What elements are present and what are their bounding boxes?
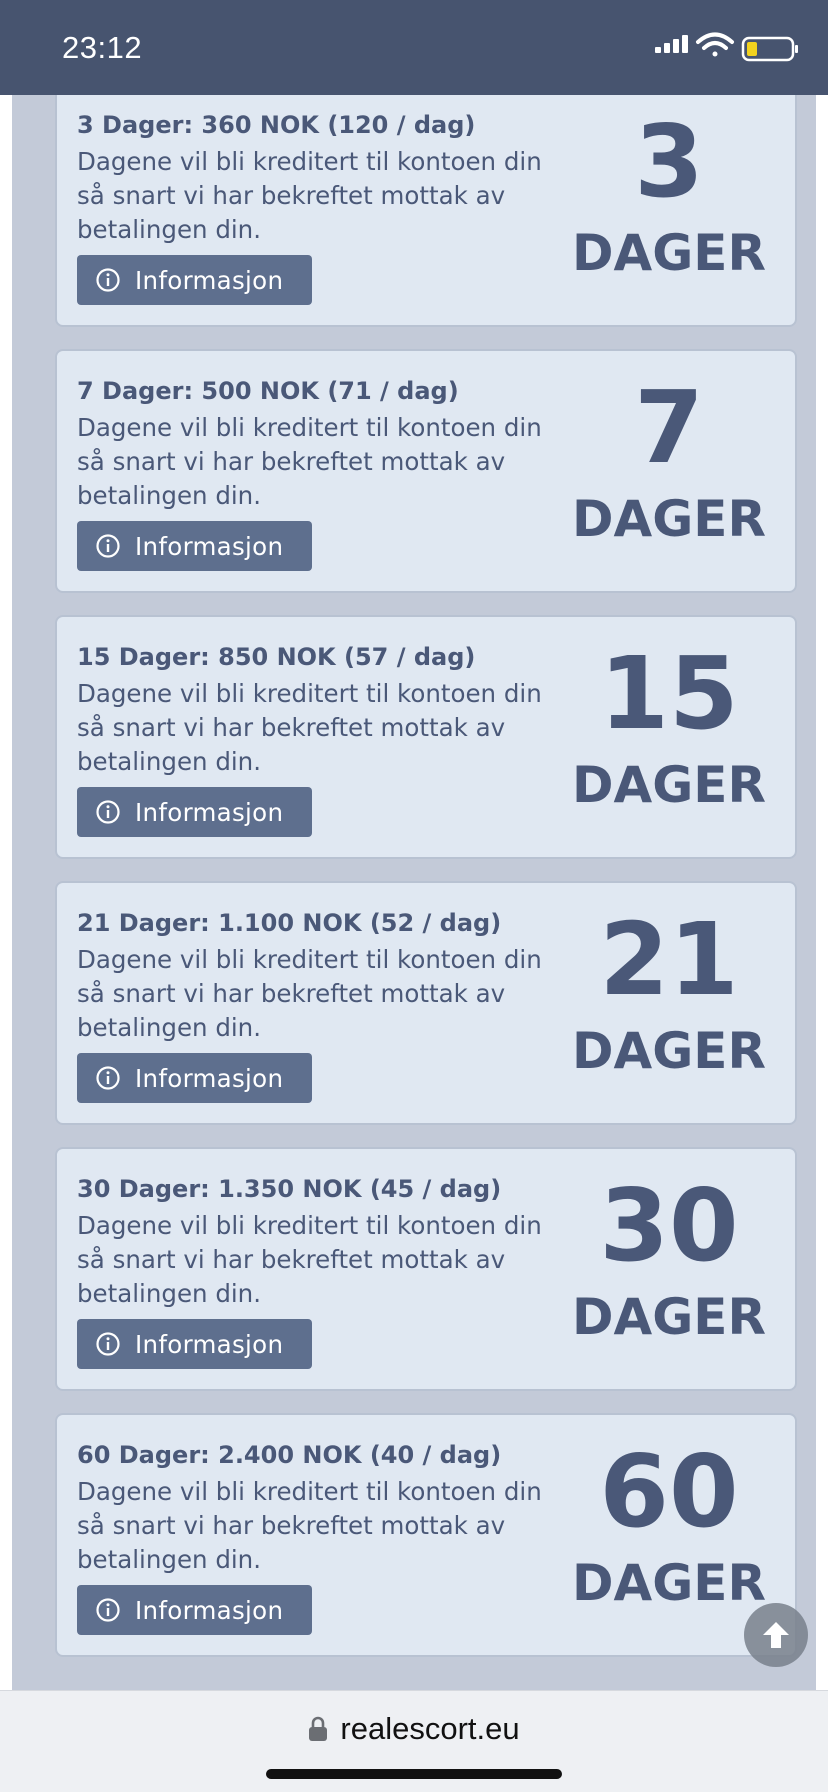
- package-description: Dagene vil bli kreditert til kontoen din så snart vi har bekreftet mottak av betalingen din.: [77, 1477, 542, 1574]
- wifi-icon: [698, 35, 732, 57]
- package-title: 60 Dager: 2.400 NOK (40 / dag): [77, 1441, 502, 1469]
- page-gutter-left: [0, 95, 12, 1690]
- days-unit: DAGER: [572, 1022, 766, 1080]
- package-title: 30 Dager: 1.350 NOK (45 / dag): [77, 1175, 502, 1203]
- info-circle-icon: [95, 1597, 121, 1623]
- package-title: 15 Dager: 850 NOK (57 / dag): [77, 643, 476, 671]
- package-description: Dagene vil bli kreditert til kontoen din så snart vi har bekreftet mottak av betalingen din.: [77, 1211, 542, 1308]
- status-icons: [628, 0, 828, 95]
- info-button[interactable]: [77, 1053, 312, 1103]
- package-title: 7 Dager: 500 NOK (71 / dag): [77, 377, 459, 405]
- info-circle-icon: [95, 1065, 121, 1091]
- package-card: [55, 1413, 797, 1657]
- home-indicator: [266, 1769, 562, 1779]
- info-button[interactable]: [77, 1585, 312, 1635]
- info-circle-icon: [95, 799, 121, 825]
- package-title: 21 Dager: 1.100 NOK (52 / dag): [77, 909, 502, 937]
- info-button-label: Informasjon: [135, 1063, 284, 1093]
- package-title: 3 Dager: 360 NOK (120 / dag): [77, 111, 476, 139]
- package-card: [55, 1147, 797, 1391]
- package-description: Dagene vil bli kreditert til kontoen din så snart vi har bekreftet mottak av betalingen din.: [77, 945, 542, 1042]
- info-button[interactable]: [77, 787, 312, 837]
- package-card: [55, 83, 797, 327]
- days-unit: DAGER: [572, 490, 766, 548]
- info-button[interactable]: [77, 1319, 312, 1369]
- info-button[interactable]: [77, 521, 312, 571]
- package-description: Dagene vil bli kreditert til kontoen din så snart vi har bekreftet mottak av betalingen din.: [77, 147, 542, 244]
- url-text: realescort.eu: [340, 1711, 520, 1746]
- days-number: 7: [634, 369, 704, 486]
- battery-icon: [743, 38, 798, 60]
- arrow-up-icon: [759, 1618, 793, 1652]
- browser-bar: [0, 1690, 828, 1792]
- days-number: 3: [634, 103, 704, 220]
- scroll-to-top-button[interactable]: [744, 1603, 808, 1667]
- info-circle-icon: [95, 1331, 121, 1357]
- info-circle-icon: [95, 533, 121, 559]
- status-time: 23:12: [62, 30, 143, 65]
- info-button-label: Informasjon: [135, 1329, 284, 1359]
- days-number: 21: [599, 901, 739, 1018]
- days-unit: DAGER: [572, 756, 766, 814]
- package-card: [55, 615, 797, 859]
- address-bar[interactable]: [0, 1709, 828, 1749]
- package-description: Dagene vil bli kreditert til kontoen din så snart vi har bekreftet mottak av betalingen din.: [77, 679, 542, 776]
- signal-icon: [655, 35, 688, 53]
- package-card: [55, 881, 797, 1125]
- days-unit: DAGER: [572, 224, 766, 282]
- days-number: 30: [599, 1167, 739, 1284]
- package-description: Dagene vil bli kreditert til kontoen din så snart vi har bekreftet mottak av betalingen din.: [77, 413, 542, 510]
- days-number: 15: [599, 635, 739, 752]
- info-button[interactable]: [77, 255, 312, 305]
- lock-icon: [308, 1716, 328, 1742]
- days-unit: DAGER: [572, 1288, 766, 1346]
- info-button-label: Informasjon: [135, 531, 284, 561]
- package-card: [55, 349, 797, 593]
- pricing-panel: [12, 95, 816, 1690]
- info-button-label: Informasjon: [135, 797, 284, 827]
- days-number: 60: [599, 1433, 739, 1550]
- info-button-label: Informasjon: [135, 265, 284, 295]
- info-button-label: Informasjon: [135, 1595, 284, 1625]
- page-gutter-right: [816, 95, 828, 1690]
- info-circle-icon: [95, 267, 121, 293]
- days-unit: DAGER: [572, 1554, 766, 1612]
- status-bar: [0, 0, 828, 95]
